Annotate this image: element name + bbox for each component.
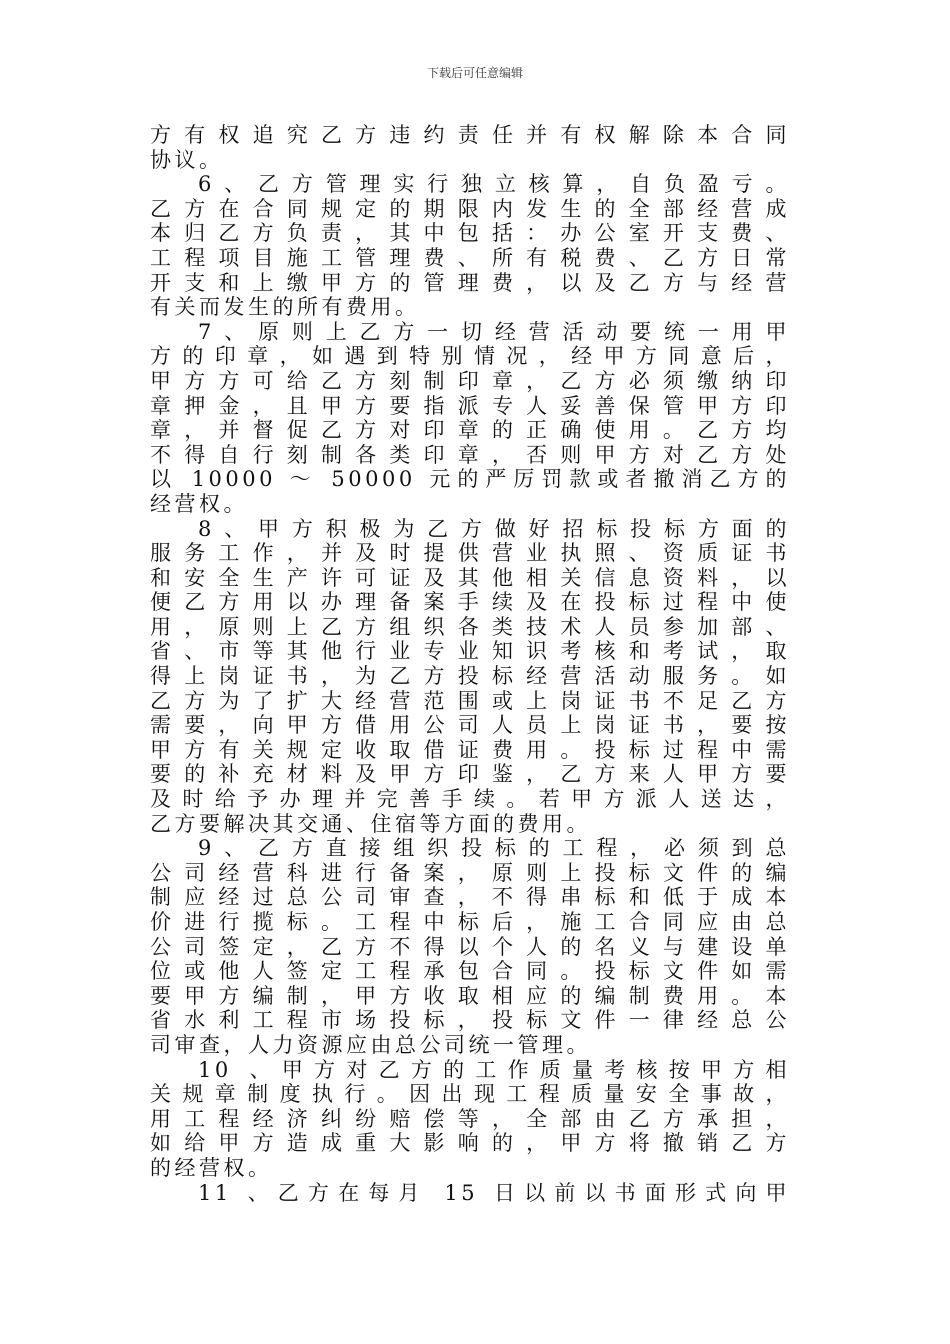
text-line: 省、市等其他行业专业知识考核和考试，取 <box>150 639 790 664</box>
text-line: 甲方方可给乙方刻制印章，乙方必须缴纳印 <box>150 368 790 393</box>
text-line: 有关而发生的所有费用。 <box>150 295 420 320</box>
text-line: 经营权。 <box>150 491 248 516</box>
text-line: 6、乙方管理实行独立核算，自负盈亏。 <box>198 172 790 197</box>
text-line: 制应经过总公司审查，不得串标和低于成本 <box>150 885 790 910</box>
text-line: 工程项目施工管理费、所有税费、乙方日常 <box>150 245 790 270</box>
text-line: 以 10000 ～ 50000 元的严厉罚款或者撤消乙方的 <box>150 467 790 492</box>
text-line: 章，并督促乙方对印章的正确使用。乙方均 <box>150 418 790 443</box>
text-line: 乙方为了扩大经营范围或上岗证书不足乙方 <box>150 688 790 713</box>
text-line: 及时给予办理并完善手续。若甲方派人送达， <box>150 787 790 812</box>
text-line: 位或他人签定工程承包合同。投标文件如需 <box>150 959 790 984</box>
text-line: 省水利工程市场投标，投标文件一律经总公 <box>150 1008 790 1033</box>
text-line: 关规章制度执行。因出现工程质量安全事故， <box>150 1082 790 1107</box>
page-header: 下载后可任意编辑 <box>426 66 523 80</box>
text-line: 章押金，且甲方要指派专人妥善保管甲方印 <box>150 393 790 418</box>
text-line: 便乙方用以办理备案手续及在投标过程中使 <box>150 590 790 615</box>
text-line: 7、原则上乙方一切经营活动要统一用甲 <box>198 319 790 344</box>
text-line: 需要，向甲方借用公司人员上岗证书，要按 <box>150 713 790 738</box>
text-line: 要甲方编制，甲方收取相应的编制费用。本 <box>150 983 790 1008</box>
text-line: 8、甲方积极为乙方做好招标投标方面的 <box>198 516 790 541</box>
text-line: 公司签定，乙方不得以个人的名义与建设单 <box>150 934 790 959</box>
text-line: 价进行揽标。工程中标后，施工合同应由总 <box>150 910 790 934</box>
text-line: 服务工作，并及时提供营业执照、资质证书 <box>150 541 790 566</box>
text-line: 要的补充材料及甲方印鉴，乙方来人甲方要 <box>150 762 790 787</box>
text-line: 方有权追究乙方违约责任并有权解除本合同 <box>150 123 790 147</box>
text-line: 协议。 <box>150 147 224 172</box>
text-line: 公司经营科进行备案，原则上投标文件的编 <box>150 860 790 885</box>
text-line: 本归乙方负责，其中包括：办公室开支费、 <box>150 221 790 246</box>
text-line: 11 、乙方在每月 15 日以前以书面形式向甲 <box>198 1180 790 1205</box>
text-line: 乙方在合同规定的期限内发生的全部经营成 <box>150 196 790 221</box>
text-line: 的经营权。 <box>150 1155 273 1180</box>
text-line: 用工程经济纠纷赔偿等，全部由乙方承担， <box>150 1106 790 1131</box>
text-line: 不得自行刻制各类印章，否则甲方对乙方处 <box>150 442 790 467</box>
text-line: 如给甲方造成重大影响的，甲方将撤销乙方 <box>150 1131 790 1156</box>
text-line: 司审查，人力资源应由总公司统一管理。 <box>150 1032 591 1057</box>
text-line: 得上岗证书，为乙方投标经营活动服务。如 <box>150 664 790 689</box>
text-line: 9、乙方直接组织投标的工程，必须到总 <box>198 836 790 861</box>
text-line: 用，原则上乙方组织各类技术人员参加部、 <box>150 614 790 639</box>
document-body <box>150 123 790 1205</box>
text-line: 10 、甲方对乙方的工作质量考核按甲方相 <box>198 1057 790 1082</box>
text-line: 乙方要解决其交通、住宿等方面的费用。 <box>150 811 591 836</box>
text-line: 方的印章，如遇到特别情况，经甲方同意后， <box>150 344 790 369</box>
text-line: 开支和上缴甲方的管理费，以及乙方与经营 <box>150 270 790 295</box>
text-line: 和安全生产许可证及其他相关信息资料，以 <box>150 565 790 590</box>
text-line: 甲方有关规定收取借证费用。投标过程中需 <box>150 737 790 762</box>
